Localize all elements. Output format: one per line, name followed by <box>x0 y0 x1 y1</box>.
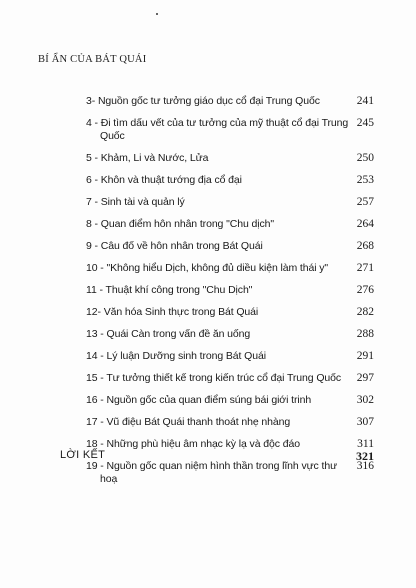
toc-entry <box>86 240 374 253</box>
toc-entry-page: 288 <box>356 328 374 340</box>
toc-entry <box>86 218 374 231</box>
toc-entry-title: 18 - Những phù hiệu âm nhạc kỳ lạ và độc đáo <box>86 438 300 450</box>
toc-entry-page: 264 <box>356 218 374 230</box>
toc-entry-page: 268 <box>356 240 374 252</box>
toc-entry-page: 250 <box>356 152 374 164</box>
toc-entry-title: 11 - Thuật khí công trong "Chu Dịch" <box>86 284 253 296</box>
toc-entry-page: 257 <box>356 196 374 208</box>
toc-entry-page: 282 <box>356 306 374 318</box>
toc-entry <box>86 95 374 108</box>
toc-entry <box>86 416 374 429</box>
toc-entry-page: 307 <box>356 416 374 428</box>
toc-entry-page: 311 <box>357 438 374 450</box>
toc-entry-title: 8 - Quan điểm hôn nhân trong "Chu dịch" <box>86 218 275 230</box>
toc-entry <box>86 350 374 363</box>
toc-entry-title: 17 - Vũ điệu Bát Quái thanh thoát nhẹ nhàng <box>86 416 291 428</box>
table-of-contents <box>86 95 374 495</box>
toc-entry-page: 316 <box>356 460 374 472</box>
toc-entry-page: 291 <box>356 350 374 362</box>
toc-entry-title: 9 - Câu đố về hôn nhân trong Bát Quái <box>86 240 263 252</box>
conclusion-title: LỜI KẾT <box>60 449 106 461</box>
toc-entry-page: 271 <box>356 262 374 274</box>
toc-entry <box>86 174 374 187</box>
toc-entry-title: 16 - Nguồn gốc của quan điểm súng bái giới trinh <box>86 394 312 406</box>
toc-entry-title: 12- Văn hóa Sinh thực trong Bát Quái <box>86 306 259 318</box>
toc-entry-title: 15 - Tư tưởng thiết kế trong kiến trúc cổ đại Trung Quốc <box>86 372 342 384</box>
toc-entry <box>86 372 374 385</box>
toc-entry-title: 10 - "Không hiểu Dịch, không đủ diều kiện làm thái y" <box>86 262 329 274</box>
toc-entry-title: 5 - Khảm, Li và Nước, Lửa <box>86 152 209 164</box>
scan-speck <box>156 13 158 15</box>
toc-entry-title: 6 - Khôn và thuật tướng địa cổ đại <box>86 174 242 186</box>
toc-entry-title: 13 - Quái Càn trong vấn đề ăn uống <box>86 328 251 340</box>
toc-entry <box>86 306 374 319</box>
toc-entry <box>86 196 374 209</box>
toc-entry-page: 253 <box>356 174 374 186</box>
toc-entry <box>86 328 374 341</box>
toc-entry <box>86 284 374 297</box>
toc-entry-page: 245 <box>356 117 374 129</box>
toc-entry-page: 297 <box>356 372 374 384</box>
toc-entry-page: 302 <box>356 394 374 406</box>
toc-entry <box>86 152 374 165</box>
toc-conclusion-row <box>60 449 374 464</box>
toc-entry-title: 19 - Nguồn gốc quan niệm hình thần trong lĩnh vực thư hoạ <box>86 460 338 485</box>
toc-entry-page: 241 <box>356 95 374 107</box>
toc-entry-title: 4 - Đi tìm dấu vết của tư tưởng của mỹ thuật cổ đại Trung Quốc <box>86 117 349 142</box>
running-head: BÍ ẨN CỦA BÁT QUÁI <box>38 54 147 65</box>
toc-entry-title: 7 - Sinh tài và quản lý <box>86 196 185 208</box>
toc-entry-title: 3- Nguồn gốc tư tưởng giáo dục cổ đại Trung Quốc <box>86 95 320 107</box>
toc-entry-page: 276 <box>356 284 374 296</box>
toc-entry <box>86 117 374 143</box>
conclusion-page-number: 321 <box>356 449 374 463</box>
toc-entry <box>86 262 374 275</box>
toc-entry-title: 14 - Lý luận Dưỡng sinh trong Bát Quái <box>86 350 266 362</box>
toc-entry <box>86 394 374 407</box>
